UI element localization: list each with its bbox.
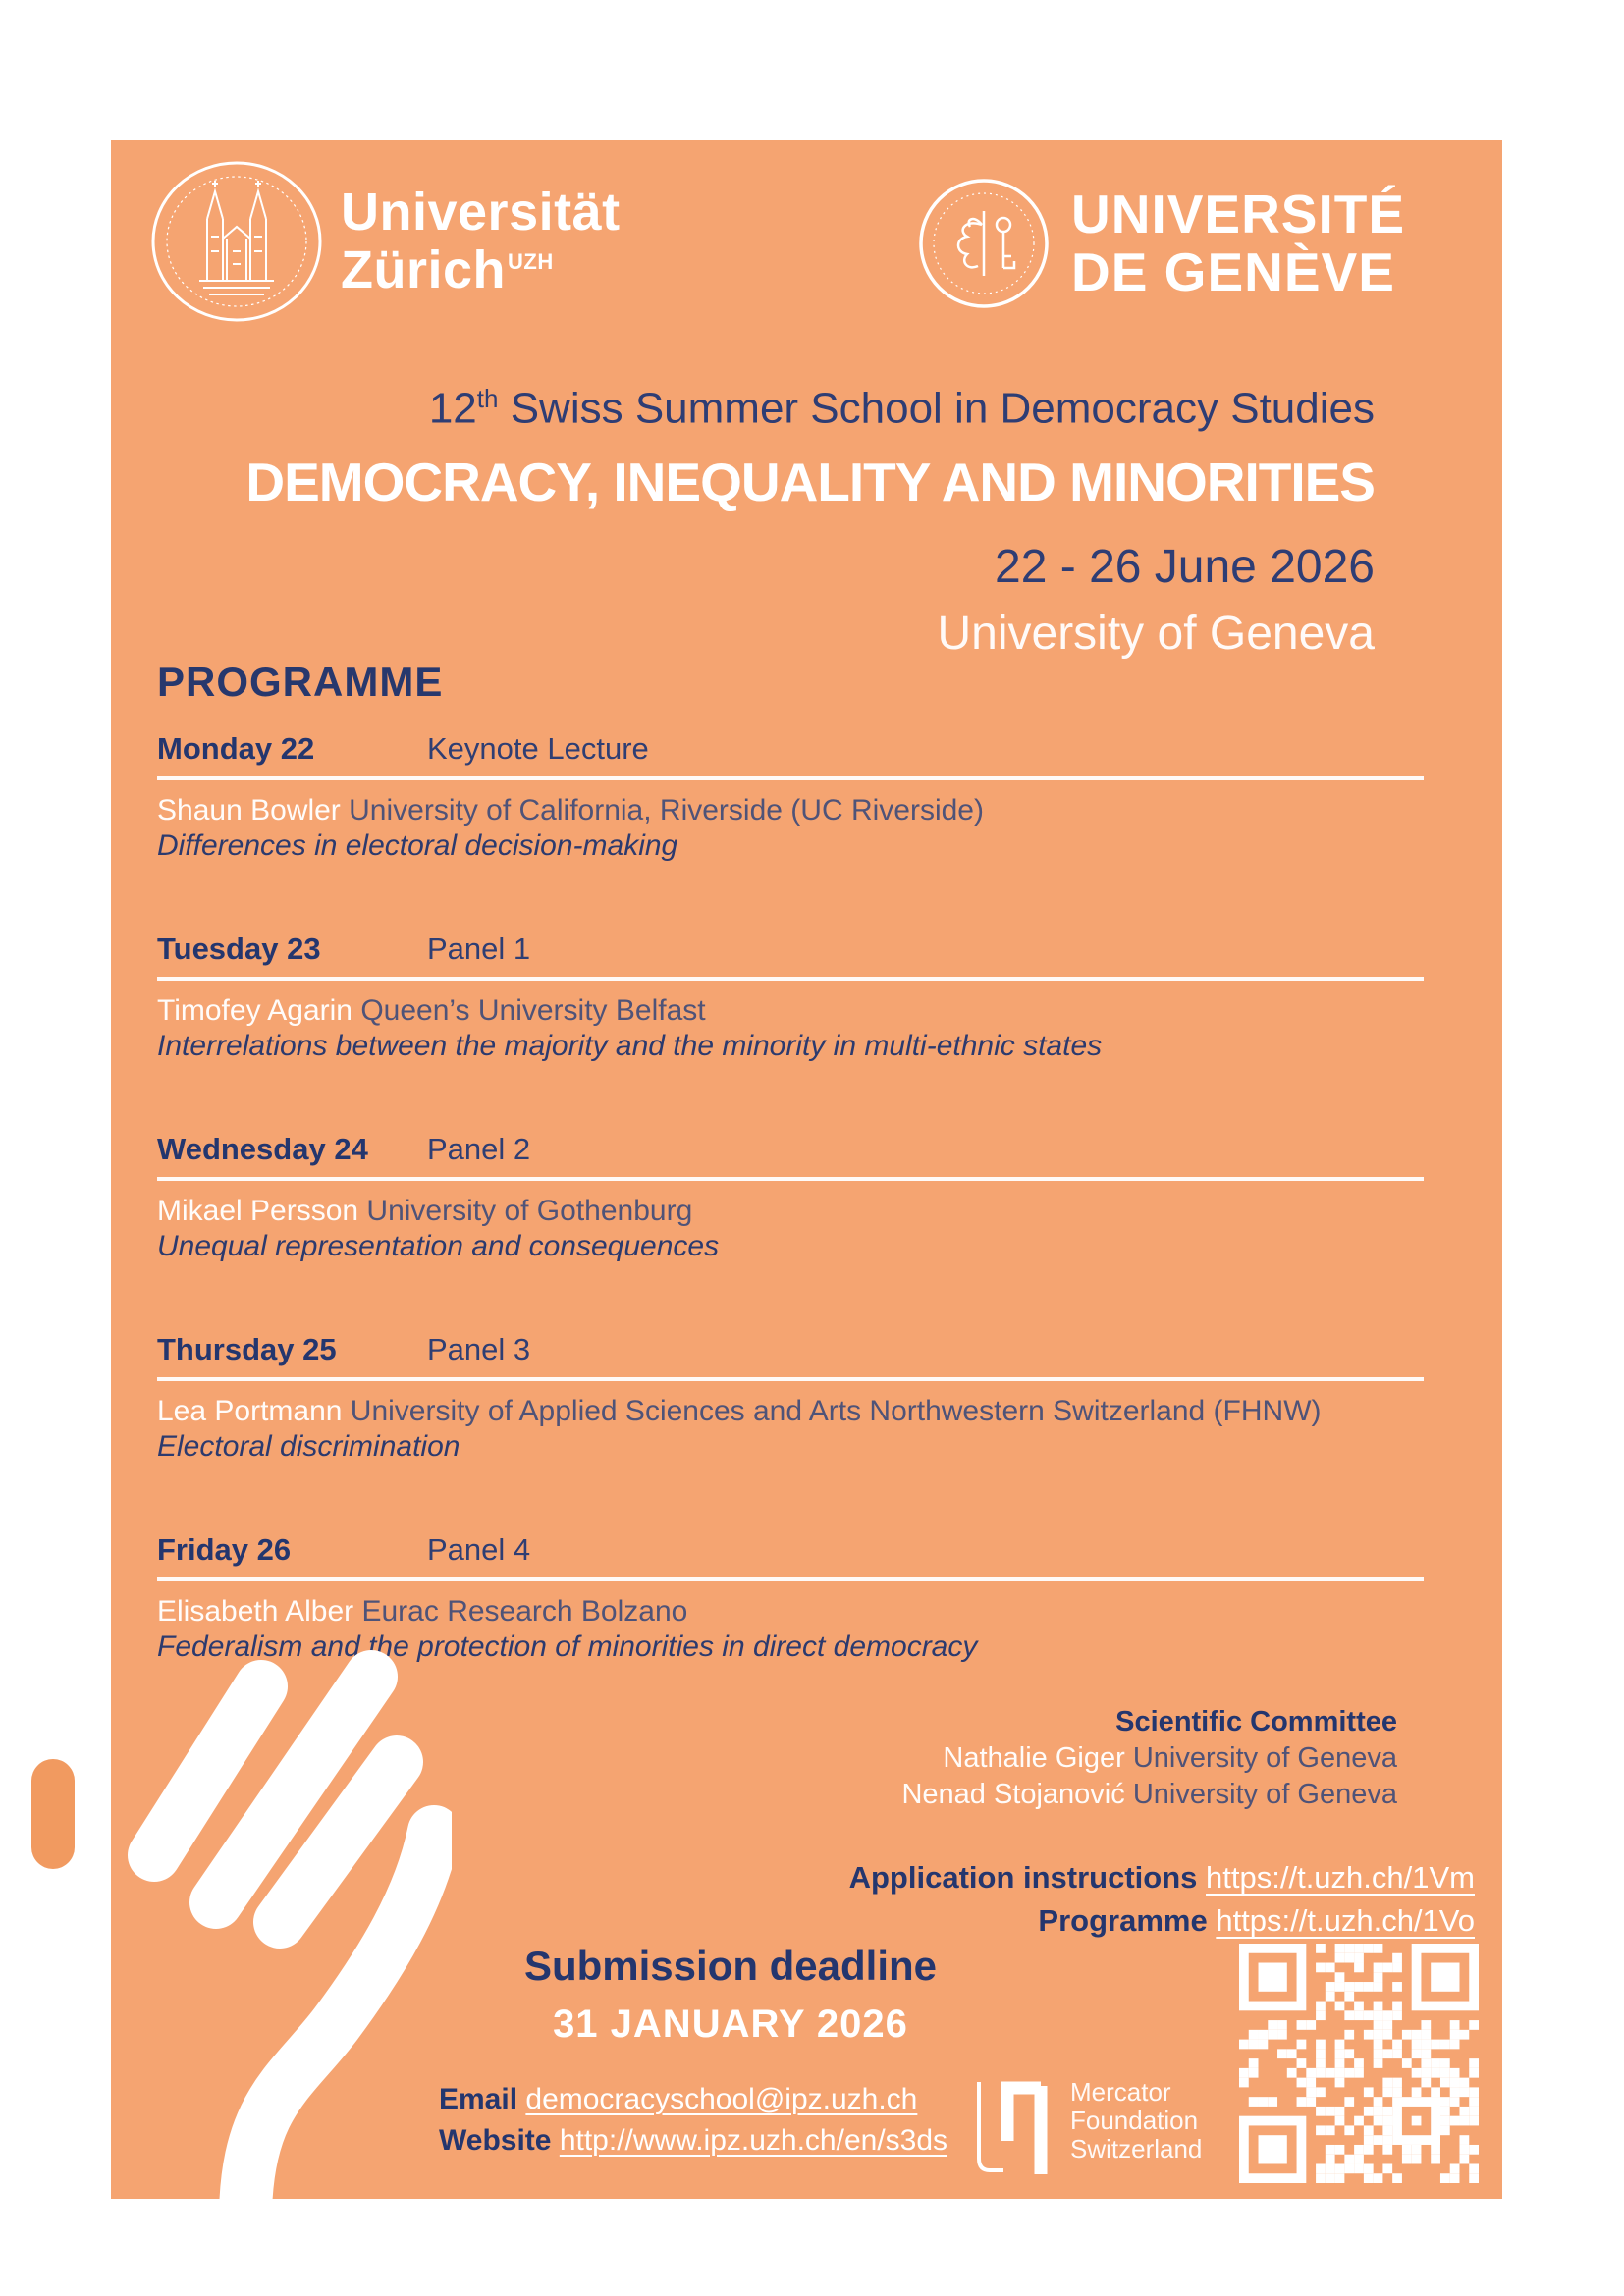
uzh-line1: Universität [341, 182, 621, 241]
uzh-seal-icon [148, 158, 325, 325]
programme-schedule [157, 731, 1424, 1733]
speaker-affiliation: Queen’s University Belfast [360, 994, 706, 1027]
session-day: Thursday 25 [157, 1332, 337, 1366]
uzh-sup: UZH [508, 249, 554, 274]
margin-accent-pill [31, 1759, 75, 1869]
uzh-wordmark [341, 184, 621, 300]
uzh-line2: Zürich [341, 240, 507, 299]
deadline-label: Submission deadline [523, 1943, 938, 1989]
unige-line1: UNIVERSITÉ [1071, 183, 1406, 244]
website-label: Website [439, 2124, 552, 2157]
session-friday [157, 1532, 1424, 1662]
session-day: Monday 22 [157, 731, 315, 766]
session-type: Keynote Lecture [427, 731, 649, 766]
session-topic: Federalism and the protection of minorities in direct democracy [157, 1630, 978, 1663]
session-topic: Unequal representation and consequences [157, 1230, 720, 1262]
committee-heading: Scientific Committee [1115, 1706, 1397, 1737]
speaker-name: Elisabeth Alber [157, 1595, 354, 1628]
title-block [245, 374, 1375, 662]
committee-member [901, 1740, 1397, 1777]
email-link[interactable]: democracyschool@ipz.uzh.ch [525, 2083, 918, 2115]
hand-graphic [118, 1649, 452, 2199]
divider [157, 1377, 1424, 1381]
session-topic: Differences in electoral decision-making [157, 829, 678, 862]
unige-seal-icon [916, 176, 1052, 311]
programme-link-label: Programme [1038, 1903, 1208, 1938]
links-block [849, 1856, 1475, 1943]
speaker-affiliation: University of Applied Sciences and Arts Northwestern Switzerland (FHNW) [350, 1395, 1322, 1427]
mercator-line3: Switzerland [1070, 2134, 1203, 2163]
submission-deadline [470, 1945, 991, 2045]
deadline-date: 31 JANUARY 2026 [553, 2002, 908, 2046]
poster-panel [111, 140, 1502, 2199]
series-title: 12th Swiss Summer School in Democracy Studies [428, 384, 1375, 433]
divider [157, 776, 1424, 780]
session-day: Wednesday 24 [157, 1132, 368, 1166]
mercator-line1: Mercator [1070, 2077, 1171, 2107]
speaker-affiliation: Eurac Research Bolzano [361, 1595, 688, 1628]
mercator-line2: Foundation [1070, 2106, 1199, 2135]
event-dates: 22 - 26 June 2026 [995, 540, 1375, 593]
session-topic: Interrelations between the majority and the minority in multi-ethnic states [157, 1030, 1103, 1062]
mercator-icon [972, 2076, 1055, 2180]
session-tuesday [157, 932, 1424, 1061]
uzh-logo [148, 158, 621, 325]
speaker-name: Timofey Agarin [157, 994, 352, 1027]
speaker-name: Mikael Persson [157, 1195, 359, 1227]
speaker-name: Shaun Bowler [157, 794, 341, 827]
divider [157, 977, 1424, 981]
series-ordinal: th [476, 384, 499, 413]
mercator-foundation-logo [972, 2076, 1202, 2180]
committee-member [901, 1777, 1397, 1813]
session-type: Panel 4 [427, 1532, 531, 1567]
session-type: Panel 3 [427, 1332, 531, 1366]
scientific-committee [901, 1704, 1397, 1813]
email-label: Email [439, 2083, 518, 2115]
session-topic: Electoral discrimination [157, 1430, 460, 1463]
unige-logo [916, 176, 1405, 311]
session-monday [157, 731, 1424, 861]
website-link[interactable]: http://www.ipz.uzh.ch/en/s3ds [559, 2124, 948, 2157]
programme-heading: PROGRAMME [157, 659, 444, 705]
member-name: Nenad Stojanović [901, 1779, 1125, 1810]
contact-block [439, 2079, 947, 2162]
event-venue: University of Geneva [937, 607, 1375, 660]
speaker-name: Lea Portmann [157, 1395, 343, 1427]
session-day: Friday 26 [157, 1532, 292, 1567]
member-name: Nathalie Giger [943, 1742, 1125, 1774]
mercator-wordmark [1070, 2078, 1202, 2163]
speaker-affiliation: University of California, Riverside (UC Riverside) [349, 794, 984, 827]
website-row [439, 2120, 947, 2162]
page-title: DEMOCRACY, INEQUALITY AND MINORITIES [245, 451, 1375, 512]
programme-link[interactable]: https://t.uzh.ch/1Vo [1216, 1903, 1475, 1938]
session-type: Panel 1 [427, 932, 531, 966]
application-instructions-label: Application instructions [848, 1860, 1198, 1895]
programme-link-row [849, 1899, 1475, 1943]
member-affiliation: University of Geneva [1132, 1779, 1397, 1810]
qr-code [1239, 1944, 1479, 2183]
application-instructions-link[interactable]: https://t.uzh.ch/1Vm [1206, 1860, 1475, 1895]
speaker-affiliation: University of Gothenburg [366, 1195, 693, 1227]
session-type: Panel 2 [427, 1132, 531, 1166]
divider [157, 1177, 1424, 1181]
unige-wordmark [1071, 183, 1406, 302]
session-day: Tuesday 23 [157, 932, 321, 966]
session-thursday [157, 1332, 1424, 1462]
session-wednesday [157, 1132, 1424, 1261]
email-row [439, 2079, 947, 2120]
application-instructions-row [849, 1856, 1475, 1899]
member-affiliation: University of Geneva [1132, 1742, 1397, 1774]
divider [157, 1577, 1424, 1581]
unige-line2: DE GENÈVE [1071, 241, 1395, 302]
